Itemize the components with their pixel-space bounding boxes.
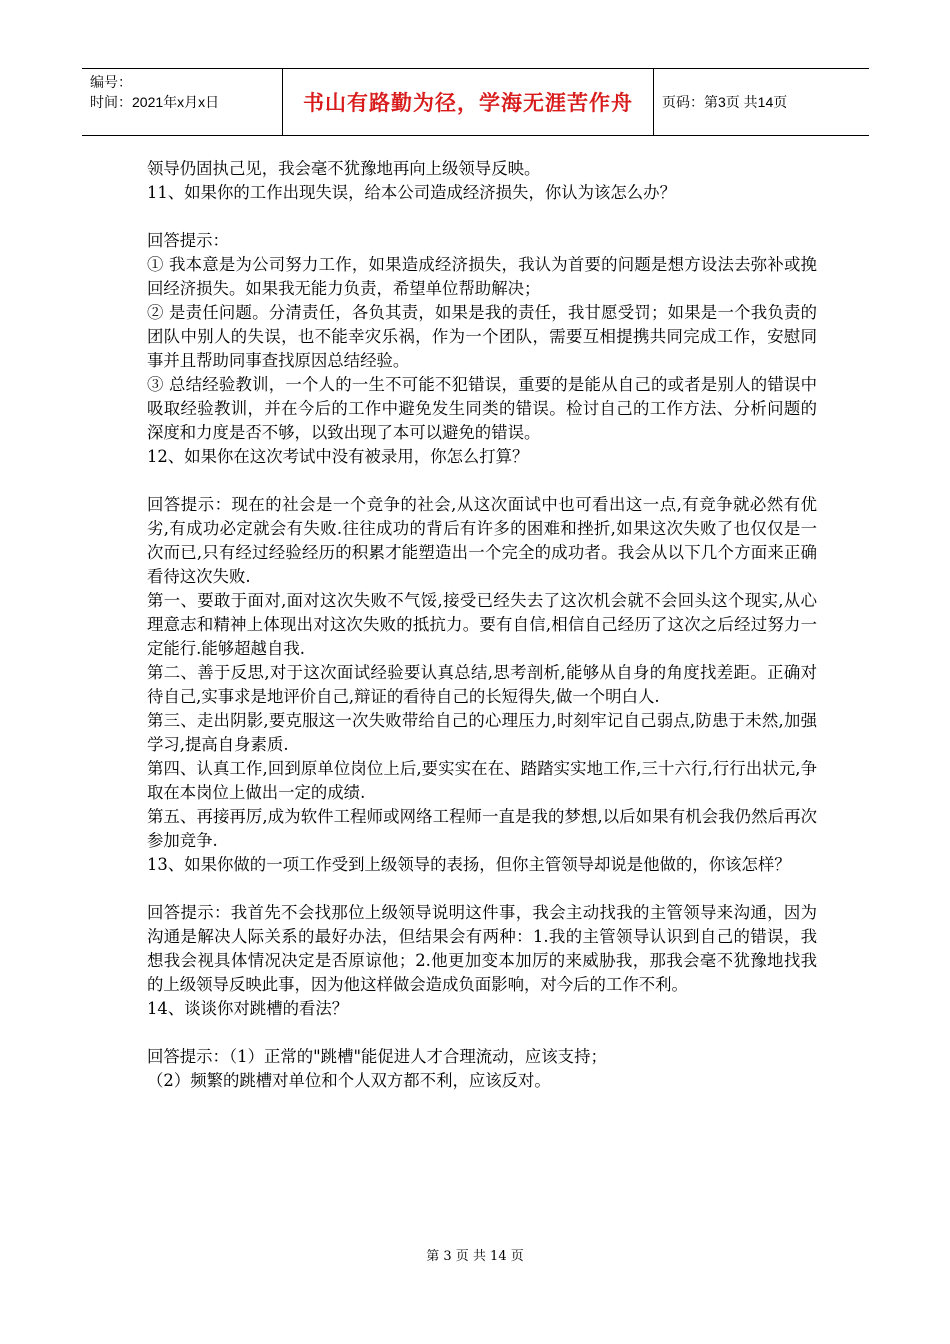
answer-point: 第五、再接再厉,成为软件工程师或网络工程师一直是我的梦想,以后如果有机会我仍然后再次参加竞争.	[147, 807, 817, 850]
page-header	[82, 68, 869, 136]
paragraph: 领导仍固执己见，我会毫不犹豫地再向上级领导反映。	[147, 159, 541, 178]
answer-paragraph: 回答提示：（1）正常的"跳槽"能促进人才合理流动，应该支持；	[147, 1047, 607, 1066]
answer-paragraph: 回答提示：现在的社会是一个竞争的社会,从这次面试中也可看出这一点,有竞争就必然有优劣,有成功必定就会有失败.往往成功的背后有许多的困难和挫折,如果这次失败了也仅仅是一次而已,只有经过经验经历的积累才能塑造出一个完全的成功者。我会从以下几个方面来正确看待这次失败.	[147, 495, 817, 586]
header-motto: 书山有路勤为径，学海无涯苦作舟	[303, 91, 633, 115]
header-page-info: 页码：第3页 共14页	[662, 94, 788, 110]
document-body	[147, 157, 817, 1093]
question-heading: 11、如果你的工作出现失误，给本公司造成经济损失，你认为该怎么办？	[147, 183, 676, 202]
answer-hint-label: 回答提示：	[147, 231, 229, 250]
answer-point: 第四、认真工作,回到原单位岗位上后,要实实在在、踏踏实实地工作,三十六行,行行出状元,争取在本岗位上做出一定的成绩.	[147, 759, 817, 802]
answer-point: 第三、走出阴影,要克服这一次失败带给自己的心理压力,时刻牢记自己弱点,防患于未然,加强学习,提高自身素质.	[147, 711, 817, 754]
answer-point: ① 我本意是为公司努力工作，如果造成经济损失，我认为首要的问题是想方设法去弥补或挽回经济损失。如果我无能力负责，希望单位帮助解决；	[147, 255, 817, 298]
question-heading: 12、如果你在这次考试中没有被录用，你怎么打算？	[147, 447, 529, 466]
document-number-label: 编号：	[90, 74, 132, 90]
answer-point: ② 是责任问题。分清责任，各负其责，如果是我的责任，我甘愿受罚；如果是一个我负责的团队中别人的失误，也不能幸灾乐祸，作为一个团队，需要互相提携共同完成工作，安慰同事并且帮助同事查找原因总结经验。	[147, 303, 817, 370]
answer-point: 第一、要敢于面对,面对这次失败不气馁,接受已经失去了这次机会就不会回头这个现实,从心理意志和精神上体现出对这次失败的抵抗力。要有自信,相信自己经历了这次之后经过努力一定能行.能够超越自我.	[147, 591, 817, 658]
answer-point: ③ 总结经验教训，一个人的一生不可能不犯错误，重要的是能从自己的或者是别人的错误中吸取经验教训，并在今后的工作中避免发生同类的错误。检讨自己的工作方法、分析问题的深度和力度是否不够，以致出现了本可以避免的错误。	[147, 375, 817, 442]
header-motto-cell	[283, 69, 654, 135]
header-meta	[82, 69, 283, 135]
answer-paragraph: 回答提示：我首先不会找那位上级领导说明这件事，我会主动找我的主管领导来沟通，因为沟通是解决人际关系的最好办法，但结果会有两种：1.我的主管领导认识到自己的错误，我想我会视具体情况决定是否原谅他；2.他更加变本加厉的来威胁我，那我会毫不犹豫地找我的上级领导反映此事，因为他这样做会造成负面影响，对今后的工作不利。	[147, 903, 817, 994]
question-heading: 13、如果你做的一项工作受到上级领导的表扬，但你主管领导却说是他做的，你该怎样？	[147, 855, 791, 874]
document-date: 时间：2021年x月x日	[90, 94, 220, 110]
page-footer: 第 3 页 共 14 页	[426, 1249, 524, 1264]
answer-point: 第二、善于反思,对于这次面试经验要认真总结,思考剖析,能够从自身的角度找差距。正确对待自己,实事求是地评价自己,辩证的看待自己的长短得失,做一个明白人.	[147, 663, 817, 706]
question-heading: 14、谈谈你对跳槽的看法？	[147, 999, 349, 1018]
answer-paragraph: （2）频繁的跳槽对单位和个人双方都不利，应该反对。	[147, 1071, 551, 1090]
